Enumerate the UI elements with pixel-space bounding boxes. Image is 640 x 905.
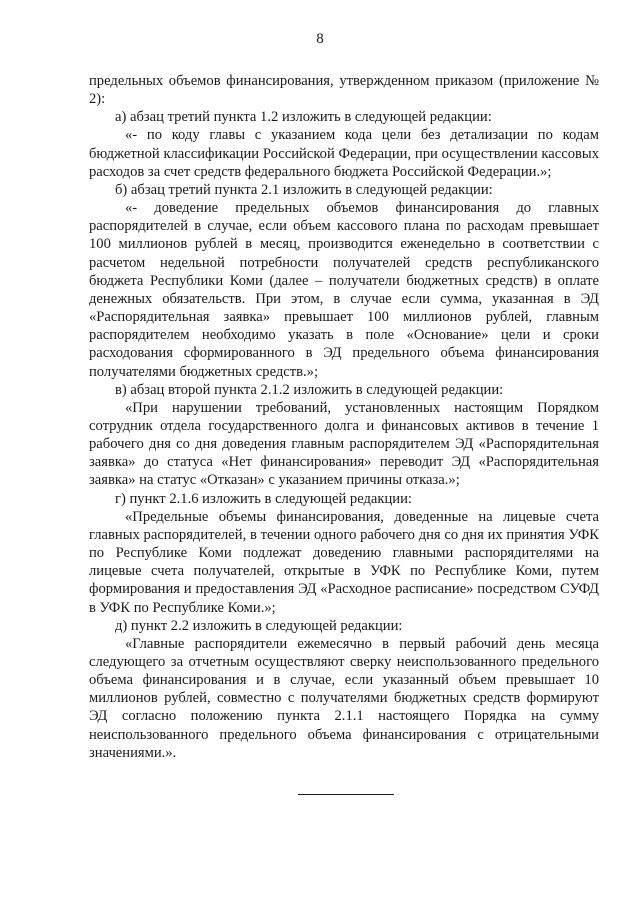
item-a-heading: а) абзац третий пункта 1.2 изложить в следующей редакции: (115, 109, 492, 126)
item-c-quote: «При нарушении требований, установленных настоящим Порядком сотрудник отдела государственного долга и финансовых активов в течение 1 рабочего дня со дня доведения главным распорядителем ЭД «Распорядительная заявка» до статуса «Нет финансирования» переводит ЭД «Распорядительная заявка» на статус «Отказан» с указанием причины отказа.»; (89, 399, 599, 489)
item-d-quote: «Предельные объемы финансирования, доведенные на лицевые счета главных распорядителей, в течении одного рабочего дня со дня их принятия УФК по Республике Коми подлежат доведению главными распорядителями на лицевые счета получателей, открытые в УФК по Республике Коми, путем формирования и предоставления ЭД «Расходное расписание» посредством СУФД в УФК по Республике Коми.»; (89, 508, 599, 616)
intro-paragraph: предельных объемов финансирования, утвержденном приказом (приложение № 2): (89, 73, 599, 108)
item-b-quote: «- доведение предельных объемов финансирования до главных распорядителей в случае, если объем кассового плана по расходам превышает 100 миллионов рублей в месяц, производится еженедельно в соответствии с расчетом недельной потребности получателей средств республиканского бюджета Республики Коми (далее – получатели бюджетных средств) в оплате денежных обязательств. При этом, в случае если сумма, указанная в ЭД «Распорядительная заявка» превышает 100 миллионов рублей, главным распорядителем необходимо указать в поле «Основание» цели и сроки расходования сформированного в ЭД предельного объема финансирования получателями бюджетных средств.»; (89, 200, 599, 380)
item-e-heading: д) пункт 2.2 изложить в следующей редакции: (115, 617, 403, 634)
document-body (89, 72, 599, 762)
end-divider-line (298, 794, 394, 795)
item-d-heading: г) пункт 2.1.6 изложить в следующей редакции: (115, 490, 412, 507)
item-e-quote: «Главные распорядители ежемесячно в первый рабочий день месяца следующего за отчетным осуществляют сверку неиспользованного предельного объема финансирования и в случае, если указанный объем превышает 10 миллионов рублей, совместно с получателями бюджетных средств формируют ЭД согласно положению пункта 2.1.1 настоящего Порядка на сумму неиспользованного предельного объема финансирования с отрицательными значениями.». (89, 635, 599, 761)
page-number: 8 (316, 31, 324, 47)
item-c-heading: в) абзац второй пункта 2.1.2 изложить в следующей редакции: (115, 381, 504, 398)
item-b-heading: б) абзац третий пункта 2.1 изложить в следующей редакции: (115, 181, 493, 198)
item-a-quote: «- по коду главы с указанием кода цели без детализации по кодам бюджетной классификации Российской Федерации, при осуществлении кассовых расходов за счет средств федерального бюджета Российской Федерации.»; (89, 127, 599, 180)
